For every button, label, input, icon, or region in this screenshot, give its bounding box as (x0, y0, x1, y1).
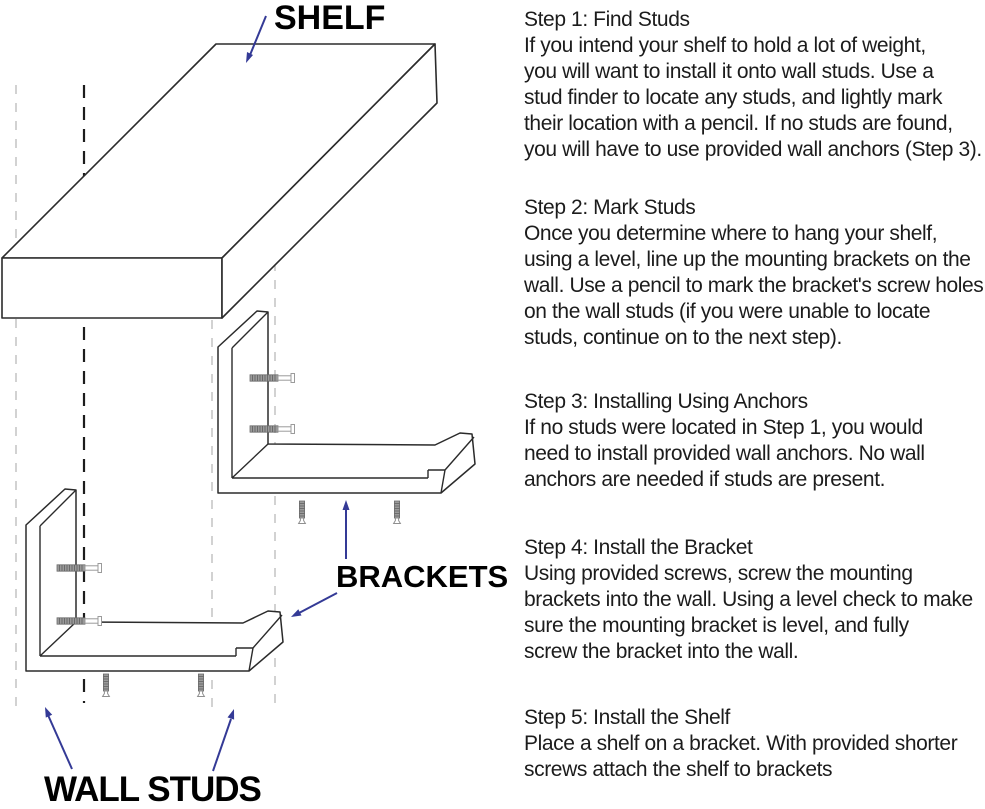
text-line: If you intend your shelf to hold a lot of weight, (524, 34, 926, 57)
brackets-arrow-up (343, 500, 350, 559)
text-line: using a level, line up the mounting brackets on the (524, 248, 971, 271)
text-line: Once you determine where to hang your shelf, (524, 222, 938, 245)
step-block-3 (524, 389, 985, 493)
text-line: need to install provided wall anchors. No wall (524, 442, 925, 465)
step-body (524, 33, 985, 163)
step-body (524, 415, 985, 493)
shelf-drawing (2, 44, 437, 318)
wall-studs-arrow-right (213, 709, 234, 771)
lower-bracket-drawing (26, 489, 283, 671)
shelf-screw (198, 674, 205, 697)
step-heading: Step 4: Install the Bracket (524, 536, 753, 559)
text-line: you will want to install it onto wall studs. Use a (524, 60, 934, 83)
shelf-label: SHELF (274, 0, 386, 37)
upper-bracket-drawing (218, 311, 475, 493)
brackets-label: BRACKETS (336, 559, 509, 594)
text-line: Using provided screws, screw the mounting (524, 562, 913, 585)
text-line: sure the mounting bracket is level, and fully (524, 614, 909, 637)
wall-studs-label: WALL STUDS (44, 770, 261, 809)
text-line: wall. Use a pencil to mark the bracket's screw holes (524, 274, 984, 297)
wall-studs-arrow-left (45, 707, 72, 769)
text-line: screw the bracket into the wall. (524, 640, 799, 663)
text-line: brackets into the wall. Using a level check to make (524, 588, 973, 611)
step-heading: Step 1: Find Studs (524, 8, 690, 31)
text-line: you will have to use provided wall anchors (Step 3). (524, 138, 982, 161)
step-heading: Step 5: Install the Shelf (524, 706, 730, 729)
wall-screw (250, 374, 295, 383)
text-line: studs, continue on to the next step). (524, 326, 842, 349)
instructions-panel (524, 7, 985, 783)
step-body (524, 731, 985, 783)
brackets-arrow-diagonal (291, 593, 337, 617)
shelf-screw (394, 501, 401, 524)
text-line: their location with a pencil. If no studs are found, (524, 112, 953, 135)
wall-screw (250, 425, 295, 434)
wall-screw (57, 564, 102, 573)
step-heading: Step 2: Mark Studs (524, 196, 696, 219)
text-line: If no studs were located in Step 1, you would (524, 416, 923, 439)
shelf-screw (103, 674, 110, 697)
shelf-screw (299, 501, 306, 524)
step-body (524, 561, 985, 665)
step-block-2 (524, 195, 985, 351)
text-line: on the wall studs (if you were unable to locate (524, 300, 931, 323)
text-line: stud finder to locate any studs, and lightly mark (524, 86, 943, 109)
step-block-5 (524, 705, 985, 783)
text-line: anchors are needed if studs are present. (524, 468, 886, 491)
step-block-1 (524, 7, 985, 163)
text-line: Place a shelf on a bracket. With provided shorter (524, 732, 958, 755)
step-block-4 (524, 535, 985, 665)
step-body (524, 221, 985, 351)
shelf-front-face (2, 258, 222, 318)
step-heading: Step 3: Installing Using Anchors (524, 390, 808, 413)
text-line: screws attach the shelf to brackets (524, 758, 833, 781)
